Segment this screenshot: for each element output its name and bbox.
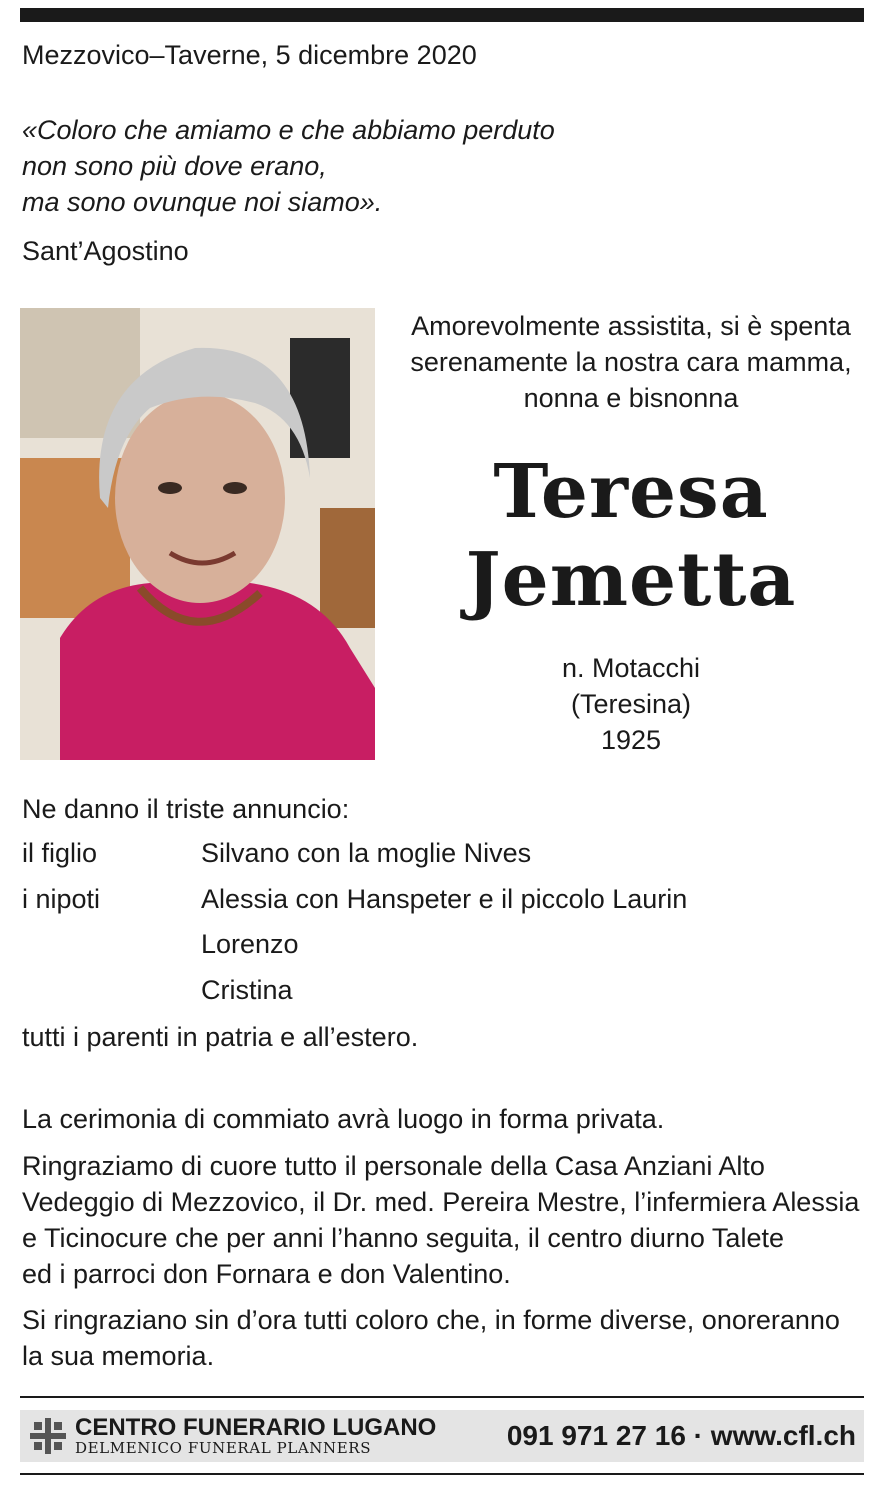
relatives-line: tutti i parenti in patria e all’estero. — [22, 1022, 419, 1052]
family-row — [22, 838, 842, 884]
family-names: Cristina — [201, 974, 293, 1005]
birth-year: 1925 — [600, 725, 662, 755]
family-list — [22, 838, 842, 1020]
family-names: Lorenzo — [201, 929, 299, 959]
footer-rule-top — [20, 1396, 864, 1398]
family-relation: i nipoti — [22, 883, 101, 914]
nickname: (Teresina) — [570, 689, 692, 719]
funeral-center-logo-icon — [28, 1416, 68, 1456]
quote-author: Sant’Agostino — [22, 236, 189, 266]
thanks-line: e Ticinocure che per anni l’hanno seguita, il centro diurno Talete — [22, 1223, 784, 1253]
thanks-line: Ringraziamo di cuore tutto il personale della Casa Anziani Alto — [22, 1151, 765, 1181]
intro-line: Amorevolmente assistita, si è spenta — [411, 311, 851, 341]
closing-line: la sua memoria. — [22, 1341, 215, 1371]
quote-line: non sono più dove erano, — [22, 151, 327, 181]
closing-line: Si ringraziano sin d’ora tutti coloro che, in forme diverse, onoreranno — [22, 1305, 840, 1335]
family-relation: il figlio — [22, 838, 98, 868]
quote-line: ma sono ovunque noi siamo». — [22, 187, 383, 217]
footer-rule-bottom — [20, 1473, 864, 1475]
family-row — [22, 975, 842, 1021]
maiden-name: n. Motacchi — [561, 653, 701, 683]
intro-text — [395, 308, 867, 416]
place-date: Mezzovico–Taverne, 5 dicembre 2020 — [22, 40, 477, 70]
family-names: Alessia con Hanspeter e il piccolo Laurin — [201, 883, 688, 914]
intro-line: nonna e bisnonna — [523, 383, 739, 413]
footer-brand: CENTRO FUNERARIO LUGANO — [75, 1414, 437, 1441]
footer-subtitle: DELMENICO FUNERAL PLANNERS — [75, 1439, 372, 1457]
portrait-photo — [20, 308, 375, 760]
family-row — [22, 929, 842, 975]
thanks-paragraph — [22, 1148, 862, 1292]
family-names: Silvano con la moglie Nives — [201, 838, 532, 868]
thanks-line: ed i parroci don Fornara e don Valentino. — [22, 1259, 511, 1289]
announcement-heading: Ne danno il triste annuncio: — [22, 794, 350, 824]
portrait-illustration — [20, 308, 375, 760]
top-rule — [20, 8, 864, 22]
deceased-details — [395, 650, 867, 758]
family-row — [22, 884, 842, 930]
footer-contact: 091 971 27 16 · www.cfl.ch — [506, 1420, 856, 1451]
quote-line: «Coloro che amiamo e che abbiamo perduto — [22, 115, 555, 145]
closing-paragraph — [22, 1302, 862, 1374]
first-name: Teresa — [493, 449, 769, 535]
deceased-name — [395, 448, 867, 624]
footer-banner — [20, 1410, 864, 1462]
intro-line: serenamente la nostra cara mamma, — [410, 347, 852, 377]
thanks-line: Vedeggio di Mezzovico, il Dr. med. Pereira Mestre, l’infermiera Alessia — [22, 1187, 860, 1217]
quote — [22, 112, 555, 220]
ceremony-text: La cerimonia di commiato avrà luogo in forma privata. — [22, 1104, 665, 1134]
last-name: Jemetta — [465, 537, 797, 623]
